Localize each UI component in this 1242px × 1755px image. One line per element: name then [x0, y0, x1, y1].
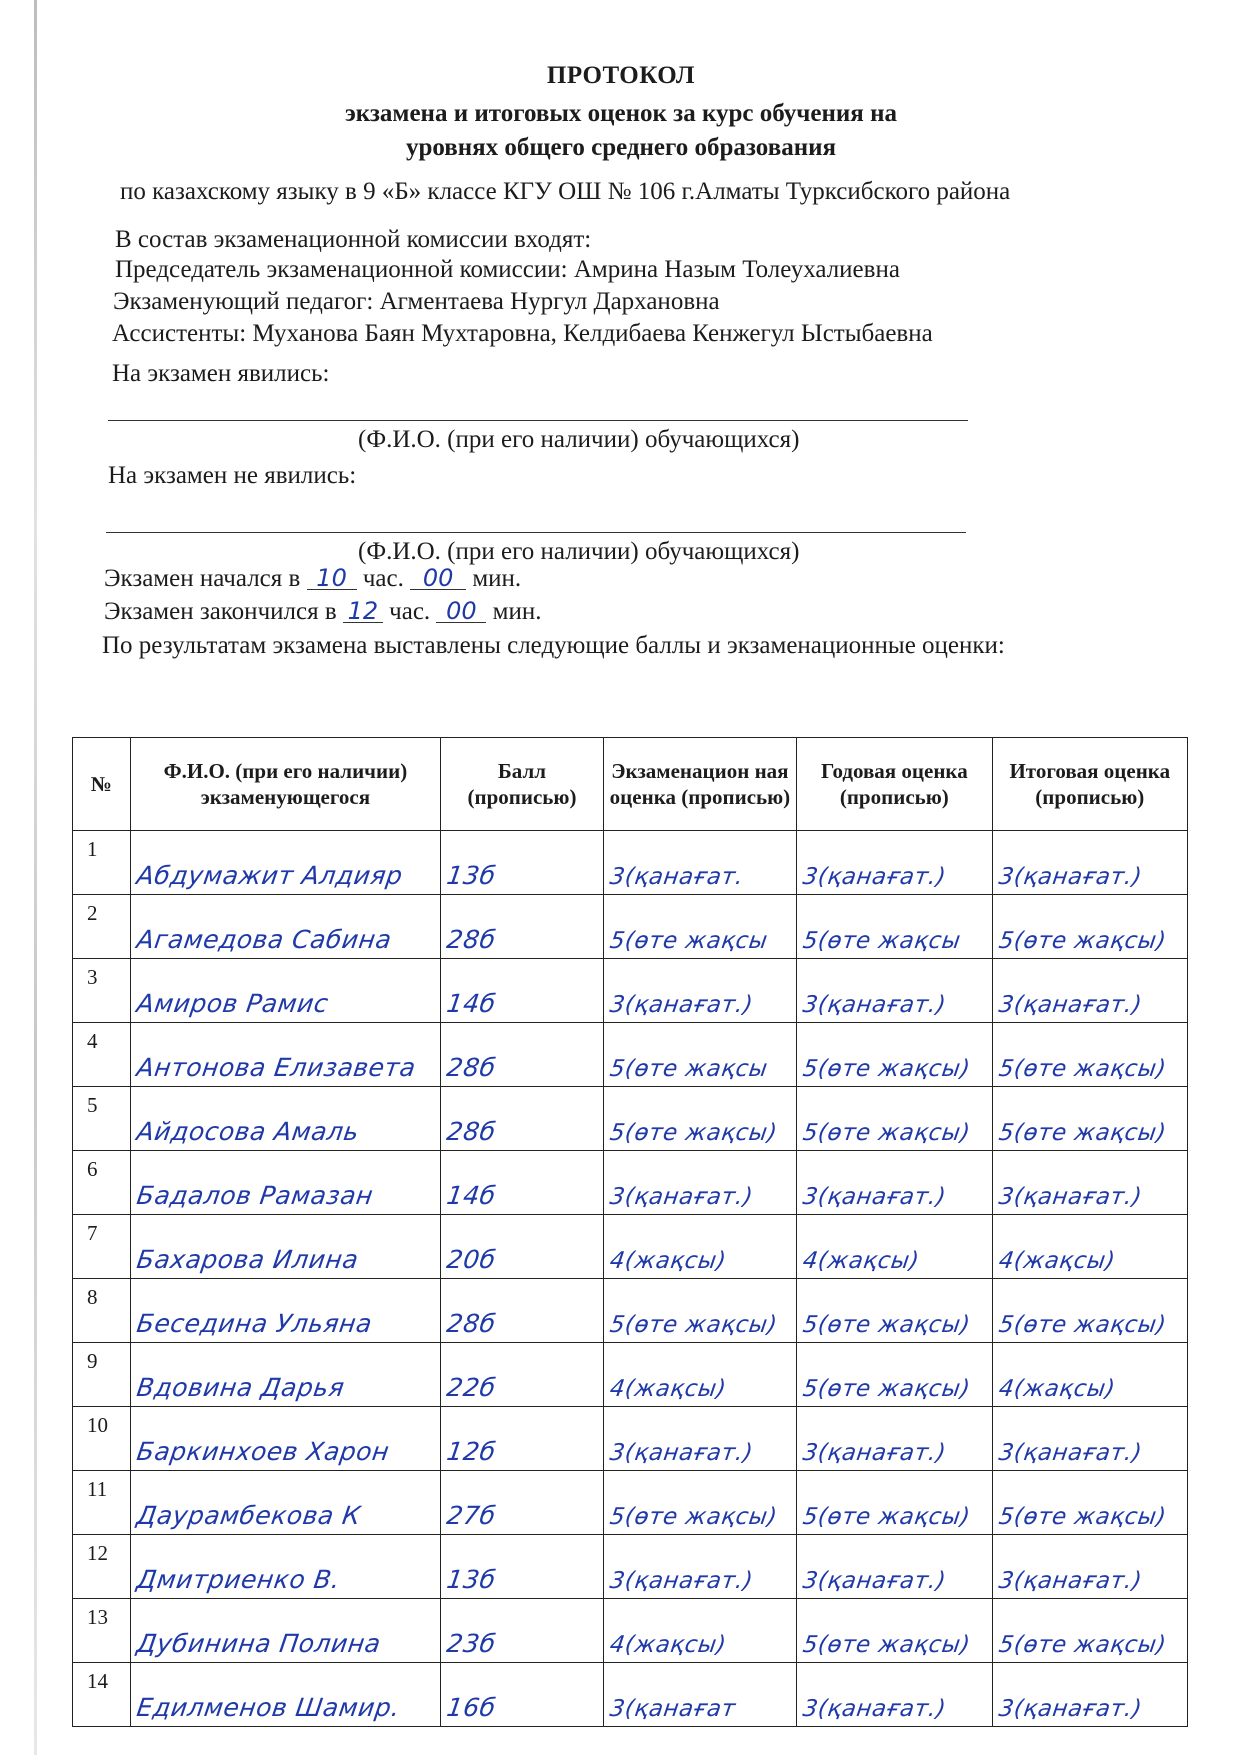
student-name: Агамедова Сабина [134, 925, 394, 954]
score-cell [441, 1215, 604, 1279]
commission-chair: Председатель экзаменационной комиссии: Амрина Назым Толеухалиевна [115, 256, 900, 283]
score-cell [441, 1087, 604, 1151]
exam-start-line [104, 565, 521, 593]
annual-grade-cell [797, 1471, 992, 1535]
annual-grade: 5(өте жақсы) [801, 1376, 972, 1402]
final-grade-cell [992, 1407, 1187, 1471]
annual-grade-cell [797, 1279, 992, 1343]
table-row [73, 1023, 1188, 1087]
student-name: Абдумажит Алдияр [134, 861, 405, 890]
annual-grade: 5(өте жақсы) [801, 1120, 972, 1146]
score-cell [441, 1343, 604, 1407]
exam-end-minutes: 00 [436, 600, 486, 623]
final-grade-cell [992, 1535, 1187, 1599]
annual-grade-cell [797, 1599, 992, 1663]
exam-grade: 5(өте жақсы) [607, 1120, 779, 1146]
absent-caption: (Ф.И.О. (при его наличии) обучающихся) [358, 538, 800, 565]
table-row [73, 1599, 1188, 1663]
score-cell [441, 1471, 604, 1535]
score-cell [441, 1599, 604, 1663]
row-number-cell: 4 [73, 1023, 131, 1087]
annual-grade: 3(қанағат.) [801, 1568, 948, 1594]
score: 28б [445, 1053, 498, 1082]
exam-start-mid: час. [362, 565, 404, 592]
final-grade-cell [992, 1471, 1187, 1535]
student-name: Антонова Елизавета [134, 1053, 418, 1082]
final-grade: 5(өте жақсы) [996, 1312, 1168, 1338]
exam-grade: 3(қанағат.) [607, 1184, 755, 1210]
score: 13б [445, 861, 498, 890]
results-table-header-row [73, 738, 1188, 831]
score-cell [441, 1407, 604, 1471]
table-row [73, 1151, 1188, 1215]
student-name-cell [130, 1407, 441, 1471]
student-name: Вдовина Дарья [134, 1373, 346, 1402]
exam-start-hour: 10 [307, 567, 357, 590]
header-annual-grade: Годовая оценка (прописью) [797, 738, 992, 831]
table-row [73, 1343, 1188, 1407]
table-row [73, 1663, 1188, 1727]
present-label: На экзамен явились: [112, 360, 330, 387]
final-grade: 5(өте жақсы) [996, 1632, 1168, 1658]
student-name-cell [130, 831, 441, 895]
exam-grade: 3(қанағат.) [607, 992, 755, 1018]
student-name-cell [130, 1535, 441, 1599]
final-grade: 5(өте жақсы) [996, 1504, 1168, 1530]
exam-grade-cell [603, 1471, 796, 1535]
exam-grade-cell [603, 831, 796, 895]
student-name: Беседина Ульяна [134, 1309, 374, 1338]
annual-grade: 5(өте жақсы) [801, 1632, 972, 1658]
row-number-cell: 9 [73, 1343, 131, 1407]
score: 16б [445, 1693, 498, 1722]
present-caption: (Ф.И.О. (при его наличии) обучающихся) [358, 426, 800, 453]
student-name: Айдосова Амаль [134, 1117, 361, 1146]
exam-start-minutes: 00 [410, 567, 466, 590]
exam-grade: 4(жақсы) [607, 1248, 728, 1274]
row-number-cell: 6 [73, 1151, 131, 1215]
exam-grade-cell [603, 895, 796, 959]
score: 12б [445, 1437, 498, 1466]
annual-grade-cell [797, 1023, 992, 1087]
student-name-cell [130, 1279, 441, 1343]
final-grade: 3(қанағат.) [996, 1440, 1144, 1466]
score: 14б [445, 989, 498, 1018]
row-number-cell: 11 [73, 1471, 131, 1535]
student-name: Бахарова Илина [134, 1245, 360, 1274]
row-number-cell: 2 [73, 895, 131, 959]
score-cell [441, 895, 604, 959]
commission-intro: В состав экзаменационной комиссии входят: [115, 226, 592, 253]
exam-grade: 5(өте жақсы [607, 1056, 770, 1082]
row-number-cell: 3 [73, 959, 131, 1023]
final-grade-cell [992, 1023, 1187, 1087]
score: 23б [445, 1629, 498, 1658]
score: 14б [445, 1181, 498, 1210]
annual-grade-cell [797, 1407, 992, 1471]
final-grade-cell [992, 1279, 1187, 1343]
document-subtitle-line-2: уровнях общего среднего образования [405, 134, 837, 161]
annual-grade: 4(жақсы) [801, 1248, 922, 1274]
subject-line: по казахскому языку в 9 «Б» классе КГУ ОШ № 106 г.Алматы Турксибского района [120, 178, 1011, 205]
annual-grade-cell [797, 1215, 992, 1279]
student-name-cell [130, 1151, 441, 1215]
exam-grade-cell [603, 1599, 796, 1663]
commission-assistants: Ассистенты: Муханова Баян Мухтаровна, Келдибаева Кенжегул Ыстыбаевна [112, 320, 933, 347]
row-number-cell: 10 [73, 1407, 131, 1471]
table-row [73, 1471, 1188, 1535]
absent-fill-line [106, 532, 966, 533]
final-grade: 5(өте жақсы) [996, 1120, 1168, 1146]
annual-grade-cell [797, 1535, 992, 1599]
student-name-cell [130, 1343, 441, 1407]
exam-grade-cell [603, 1087, 796, 1151]
score: 27б [445, 1501, 498, 1530]
annual-grade: 5(өте жақсы) [801, 1056, 972, 1082]
header-exam-grade: Экзаменацион ная оценка (прописью) [603, 738, 796, 831]
annual-grade-cell [797, 1151, 992, 1215]
final-grade-cell [992, 1343, 1187, 1407]
final-grade: 3(қанағат.) [996, 864, 1144, 890]
exam-grade-cell [603, 1535, 796, 1599]
exam-grade-cell [603, 1343, 796, 1407]
exam-grade-cell [603, 1663, 796, 1727]
final-grade: 4(жақсы) [996, 1376, 1117, 1402]
score: 28б [445, 1117, 498, 1146]
table-row [73, 1535, 1188, 1599]
score-cell [441, 1023, 604, 1087]
final-grade: 5(өте жақсы) [996, 928, 1168, 954]
final-grade-cell [992, 1151, 1187, 1215]
student-name-cell [130, 1215, 441, 1279]
exam-end-line [104, 598, 542, 626]
exam-start-suffix: мин. [472, 565, 522, 592]
table-row [73, 1215, 1188, 1279]
exam-grade-cell [603, 1279, 796, 1343]
commission-examiner: Экзаменующий педагог: Агментаева Нургул Дархановна [113, 288, 720, 315]
score-cell [441, 959, 604, 1023]
final-grade: 3(қанағат.) [996, 1184, 1144, 1210]
student-name-cell [130, 959, 441, 1023]
final-grade-cell [992, 1663, 1187, 1727]
exam-grade: 4(жақсы) [607, 1376, 728, 1402]
final-grade-cell [992, 959, 1187, 1023]
results-table [72, 737, 1188, 1727]
exam-grade: 5(өте жақсы [607, 928, 770, 954]
final-grade: 3(қанағат.) [996, 1696, 1144, 1722]
score: 22б [445, 1373, 498, 1402]
exam-grade: 5(өте жақсы) [607, 1504, 779, 1530]
student-name-cell [130, 1599, 441, 1663]
annual-grade-cell [797, 1343, 992, 1407]
student-name-cell [130, 1023, 441, 1087]
annual-grade: 3(қанағат.) [801, 1696, 948, 1722]
annual-grade: 3(қанағат.) [801, 992, 948, 1018]
row-number-cell: 13 [73, 1599, 131, 1663]
annual-grade-cell [797, 1663, 992, 1727]
exam-grade: 3(қанағат.) [607, 1568, 755, 1594]
header-name: Ф.И.О. (при его наличии) экзаменующегося [130, 738, 441, 831]
final-grade: 4(жақсы) [996, 1248, 1117, 1274]
row-number-cell: 8 [73, 1279, 131, 1343]
final-grade-cell [992, 895, 1187, 959]
student-name: Едилменов Шамир. [134, 1693, 402, 1722]
score: 28б [445, 925, 498, 954]
score-cell [441, 831, 604, 895]
exam-start-prefix: Экзамен начался в [104, 565, 301, 592]
exam-grade: 3(қанағат. [607, 864, 745, 890]
final-grade: 5(өте жақсы) [996, 1056, 1168, 1082]
score-cell [441, 1151, 604, 1215]
row-number-cell: 1 [73, 831, 131, 895]
exam-end-hour: 12 [343, 600, 383, 623]
student-name-cell [130, 1471, 441, 1535]
exam-end-prefix: Экзамен закончился в [104, 598, 337, 625]
final-grade-cell [992, 1599, 1187, 1663]
student-name-cell [130, 895, 441, 959]
results-table-body [73, 831, 1188, 1727]
score: 13б [445, 1565, 498, 1594]
student-name: Амиров Рамис [134, 989, 330, 1018]
annual-grade: 3(қанағат.) [801, 864, 948, 890]
table-row [73, 1279, 1188, 1343]
row-number-cell: 7 [73, 1215, 131, 1279]
student-name: Дубинина Полина [134, 1629, 383, 1658]
student-name: Даурамбекова К [134, 1501, 363, 1530]
row-number-cell: 12 [73, 1535, 131, 1599]
student-name: Баркинхоев Харон [134, 1437, 391, 1466]
student-name-cell [130, 1663, 441, 1727]
annual-grade: 5(өте жақсы [801, 928, 963, 954]
exam-grade-cell [603, 959, 796, 1023]
final-grade-cell [992, 1215, 1187, 1279]
header-score: Балл (прописью) [441, 738, 604, 831]
table-row [73, 895, 1188, 959]
annual-grade-cell [797, 895, 992, 959]
exam-end-suffix: мин. [492, 598, 542, 625]
annual-grade-cell [797, 831, 992, 895]
present-fill-line [108, 420, 968, 421]
student-name: Дмитриенко В. [134, 1565, 342, 1594]
row-number-cell: 5 [73, 1087, 131, 1151]
score: 28б [445, 1309, 498, 1338]
student-name-cell [130, 1087, 441, 1151]
exam-grade-cell [603, 1407, 796, 1471]
final-grade: 3(қанағат.) [996, 992, 1144, 1018]
exam-grade-cell [603, 1023, 796, 1087]
absent-label: На экзамен не явились: [108, 462, 357, 489]
exam-grade-cell [603, 1215, 796, 1279]
score-cell [441, 1663, 604, 1727]
exam-end-mid: час. [389, 598, 431, 625]
exam-grade: 4(жақсы) [607, 1632, 728, 1658]
exam-grade: 3(қанағат.) [607, 1440, 755, 1466]
table-row [73, 1407, 1188, 1471]
table-row [73, 1087, 1188, 1151]
final-grade-cell [992, 831, 1187, 895]
scan-edge [34, 0, 37, 1755]
document-subtitle-line-1: экзамена и итоговых оценок за курс обучения на [345, 100, 897, 127]
score: 20б [445, 1245, 498, 1274]
header-num: № [73, 738, 131, 831]
annual-grade-cell [797, 1087, 992, 1151]
table-row [73, 959, 1188, 1023]
results-intro: По результатам экзамена выставлены следующие баллы и экзаменационные оценки: [102, 632, 1005, 659]
annual-grade: 3(қанағат.) [801, 1440, 948, 1466]
annual-grade: 3(қанағат.) [801, 1184, 948, 1210]
exam-grade-cell [603, 1151, 796, 1215]
final-grade: 3(қанағат.) [996, 1568, 1144, 1594]
score-cell [441, 1279, 604, 1343]
final-grade-cell [992, 1087, 1187, 1151]
student-name: Бадалов Рамазан [134, 1181, 375, 1210]
exam-grade: 5(өте жақсы) [607, 1312, 779, 1338]
header-final-grade: Итоговая оценка (прописью) [992, 738, 1187, 831]
annual-grade-cell [797, 959, 992, 1023]
exam-grade: 3(қанағат [607, 1696, 738, 1722]
annual-grade: 5(өте жақсы) [801, 1312, 972, 1338]
score-cell [441, 1535, 604, 1599]
row-number-cell: 14 [73, 1663, 131, 1727]
annual-grade: 5(өте жақсы) [801, 1504, 972, 1530]
document-title: ПРОТОКОЛ [546, 62, 696, 89]
table-row [73, 831, 1188, 895]
